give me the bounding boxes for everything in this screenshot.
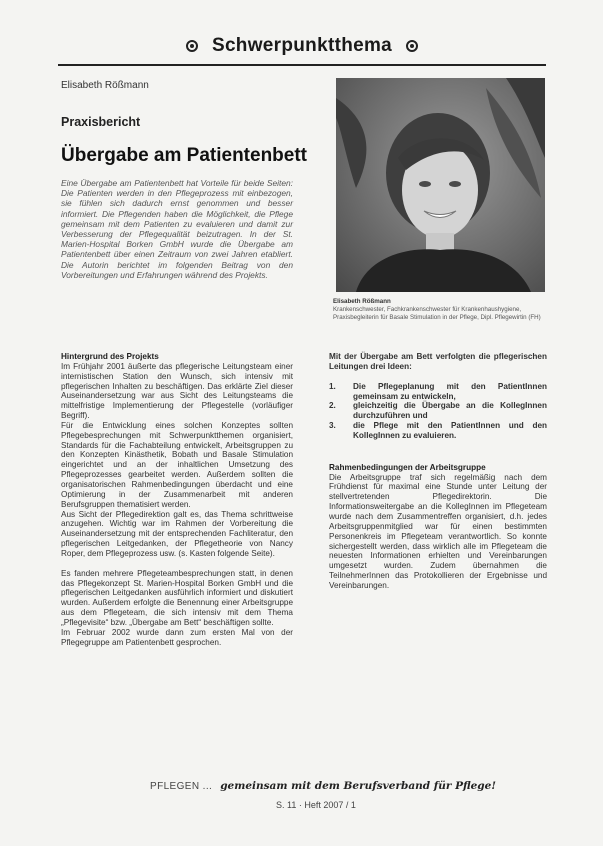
ideas-list [329,382,547,441]
list-number: 1. [329,381,336,391]
right-column [329,352,547,591]
caption-text: Krankenschwester, Fachkrankenschwester für Krankenhaushygiene, Praxisbegleiterin für Basale Stimulation in der Pflege, Dipl. Pflegewirtin (FH) [333,305,541,321]
list-item [329,382,547,402]
header-divider [58,64,546,66]
paragraph: Für die Entwicklung eines solchen Konzeptes sollten Pflegebesprechungen mit Schwerpunktthemen organisiert, Standards für die Fachabteilung entwickelt, Arbeitsgruppen zu den Konzepten Kinästhetik, Bobath und Basale Stimulation eingerichtet und an der inhaltlichen Umsetzung des Pflegeprozesses gearbeitet werden. Außerdem sollten die organisatorischen Rahmenbedingungen überdacht und eine Optimierung in der Zusammenarbeit mit anderen Berufsgruppen thematisiert werden. [61,420,293,509]
paragraph: Aus Sicht der Pflegedirektion galt es, das Thema schrittweise anzugehen. Wichtig war im Rahmen der Vorbereitung die Auseinandersetzung mit der entsprechenden Fachliteratur, den pflegerischen Leitgedanken, der Pflegetheorie von Nancy Roper, dem Pflegeprozess usw. (s. Kasten folgende Seite). [61,509,293,558]
list-number: 3. [329,421,336,431]
author-photo [336,78,545,292]
list-number: 2. [329,401,336,411]
list-item [329,401,547,421]
article-intro: Eine Übergabe am Patientenbett hat Vorteile für beide Seiten: Die Patienten werden in den Pflegeprozess mit einbezogen, sie fühlen sich dadurch ernst genommen und besser informiert. Die Pflegenden haben die Möglichkeit, die Pflege gemeinsam mit dem Patienten zu evaluieren und damit zur Verbesserung der Pflegequalität beizutragen. In der St. Marien-Hospital Borken GmbH wurde die Übergabe am Patientenbett über einen Zeitraum von zwei Jahren etabliert. Die Autorin berichtet im folgenden Beitrag von den Vorbereitungen und Erfahrungen während des Projekts. [61,178,293,280]
page-footer [150,780,510,800]
ornament-icon [186,40,198,52]
lead-text: Mit der Übergabe am Bett verfolgten die pflegerischen Leitungen drei Ideen: [329,352,547,371]
footer-motto: gemeinsam mit dem Berufsverband für Pflege! [220,780,496,792]
photo-caption [333,298,547,321]
left-column [61,352,293,647]
author-name: Elisabeth Rößmann [61,80,149,91]
paragraph: Die Arbeitsgruppe traf sich regelmäßig nach dem Frühdienst für maximal eine Stunde unter Leitung der stellvertretenden Pflegedirektorin. Die Informationsweitergabe an die KollegInnen im Pflegeteam wurde nach dem Zusammentreffen organisiert, d.h. jedes Arbeitsgruppenmitglied war für einen bestimmten Personenkreis im Pflegeteam verantwortlich. So konnte sichergestellt werden, dass wirklich alle im Pflegeteam die neuesten Informationen erhielten und Vereinbarungen umgesetzt wurden. Zudem übernahmen die TeilnehmerInnen das Protokollieren der Ergebnisse und Vereinbarungen. [329,472,547,590]
list-text: die Pflege mit den PatientInnen und den KollegInnen zu evaluieren. [353,421,547,440]
page-header [58,30,546,62]
article-headline: Übergabe am Patientenbett [61,145,307,166]
caption-name: Elisabeth Rößmann [333,298,391,305]
list-item [329,421,547,441]
ornament-icon [406,40,418,52]
list-text: gleichzeitig die Übergabe an die KollegInnen durchzuführen und [353,401,547,421]
footer-prefix: PFLEGEN ... [150,781,213,792]
header-title: Schwerpunktthema [211,35,393,56]
paragraph: Im Frühjahr 2001 äußerte das pflegerische Leitungsteam einer internistischen Station den Wunsch, sich intensiv mit pflegerischen Inhalten zu beschäftigen. Das erklärte Ziel dieser Auseinandersetzung war aus Sicht des Leitungsteams die mittelfristige Implementierung der Pflegestelle (vorläufiger Begriff). [61,361,293,421]
issue-info: S. 11 · Heft 2007 / 1 [276,800,356,810]
section-heading: Hintergrund des Projekts [61,352,159,361]
paragraph: Es fanden mehrere Pflegeteambesprechungen statt, in denen das Pflegekonzept St. Marien-Hospital Borken GmbH und die pflegerischen Leitgedanken ausführlich informiert und diskutiert wurden. Außerdem erfolgte die Benennung einer Arbeitsgruppe aus dem Pflegeteam, die sich intensiv mit dem Thema „Pflegevisite“ bzw. „Übergabe am Bett“ beschäftigen sollte. [61,568,293,627]
section-heading: Rahmenbedingungen der Arbeitsgruppe [329,462,486,472]
section-label: Praxisbericht [61,115,141,129]
list-text: Die Pflegeplanung mit den PatientInnen gemeinsam zu entwickeln, [353,381,547,401]
paragraph: Im Februar 2002 wurde dann zum ersten Mal von der Pflegegruppe am Patientenbett gesprochen. [61,627,293,647]
